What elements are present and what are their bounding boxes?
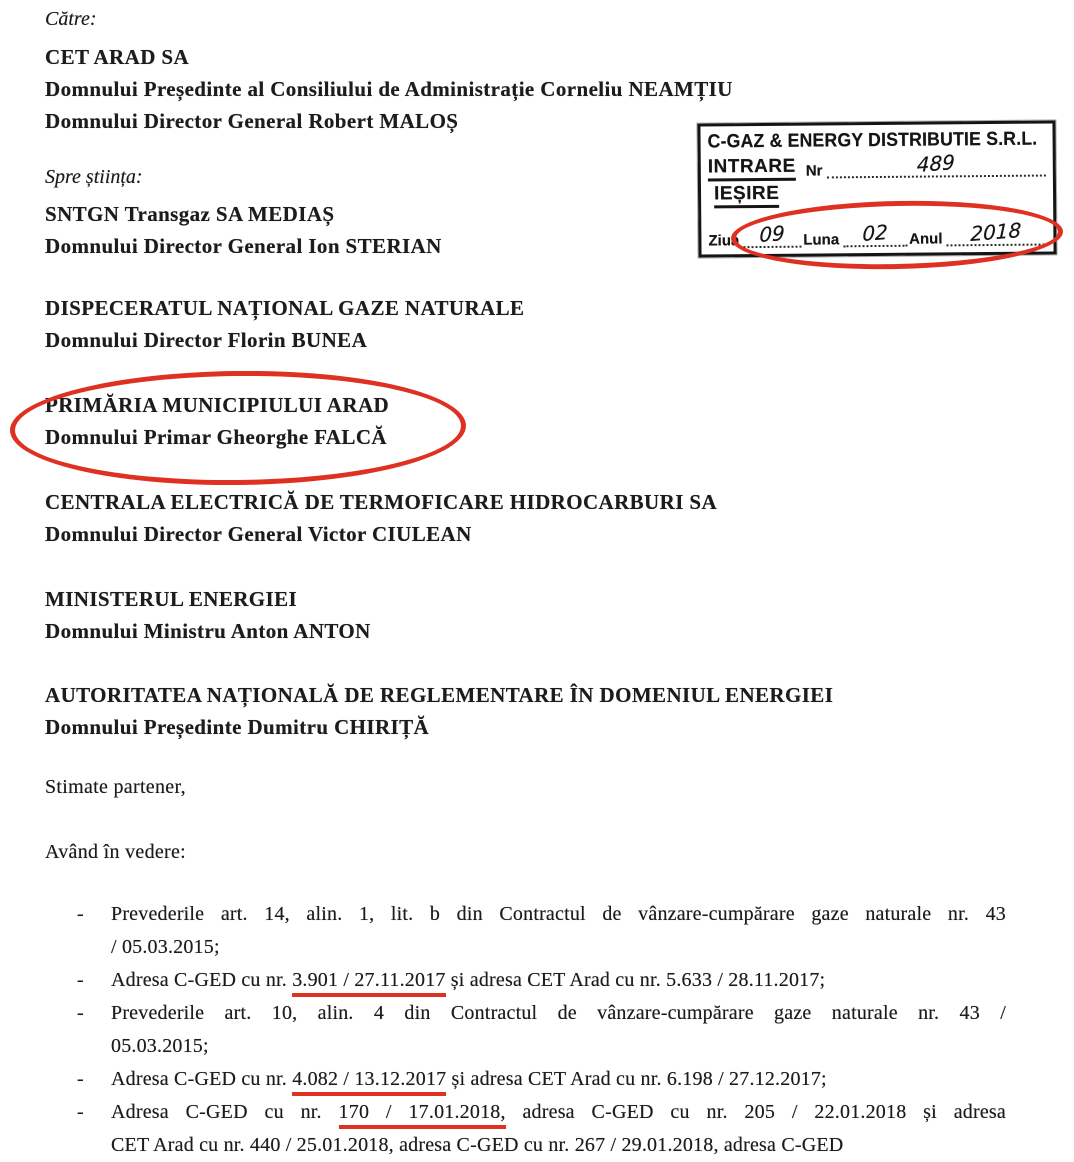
org-name: CENTRALA ELECTRICĂ DE TERMOFICARE HIDROCARBURI SA	[45, 490, 718, 514]
stamp-nr-value: 489	[916, 149, 956, 178]
org-name: DISPECERATUL NAȚIONAL GAZE NATURALE	[45, 296, 525, 320]
recipient-block-anre	[45, 679, 833, 743]
stamp-nr-dotline	[826, 149, 1046, 179]
recipient-line: Domnului Director Florin BUNEA	[45, 328, 368, 352]
recipient-block-cet-arad	[45, 41, 733, 137]
bullet-text: 05.03.2015;	[111, 1035, 209, 1057]
bullet-line	[111, 1063, 1006, 1096]
cc-label: Spre știința:	[45, 166, 143, 188]
bullet-text: CET Arad cu nr. 440 / 25.01.2018, adresa C-GED cu nr. 267 / 29.01.2018, adresa C-GED	[111, 1134, 844, 1156]
bullet-line	[111, 997, 1006, 1030]
bullet-text: Adresa C-GED cu nr.	[111, 1101, 339, 1123]
bullet-line	[111, 931, 1006, 964]
considerations-list	[75, 898, 1006, 1162]
bullet-text: Prevederile art. 14, alin. 1, lit. b din Contractul de vânzare-cumpărare gaze naturale nr. 43	[111, 903, 1006, 925]
bullet-line	[111, 1129, 1006, 1162]
recipient-line: Domnului Director General Victor CIULEAN	[45, 522, 472, 546]
bullet-line	[111, 898, 1006, 931]
recipient-block-transgaz	[45, 198, 442, 262]
org-name: MINISTERUL ENERGIEI	[45, 587, 298, 611]
bullet-item	[75, 1063, 1006, 1096]
stamp-nr-label: Nr	[805, 162, 823, 180]
bullet-line	[111, 1030, 1006, 1063]
stamp-anul-label: Anul	[909, 230, 943, 248]
bullet-item	[75, 964, 1006, 997]
stamp-iesire-label: IEȘIRE	[714, 183, 780, 209]
considering-text: Având în vedere:	[45, 841, 187, 863]
stamp-intrare-label: INTRARE	[708, 156, 796, 182]
org-name: SNTGN Transgaz SA MEDIAȘ	[45, 202, 335, 226]
bullet-text: adresa C-GED cu nr. 205 / 22.01.2018 și adresa	[505, 1101, 1006, 1123]
stamp-ziua-label: Ziua	[708, 232, 740, 250]
bullet-dash: -	[77, 903, 84, 925]
bullet-text: și adresa CET Arad cu nr. 5.633 / 28.11.2017;	[445, 969, 826, 991]
bullet-line	[111, 1096, 1006, 1129]
red-underlined-reference: 3.901 / 27.11.2017	[292, 969, 445, 997]
bullet-text: Adresa C-GED cu nr.	[111, 969, 293, 991]
greeting-text: Stimate partener,	[45, 776, 186, 798]
to-label: Către:	[45, 8, 97, 30]
recipient-line: Domnului Președinte al Consiliului de Administrație Corneliu NEAMȚIU	[45, 77, 733, 101]
bullet-item	[75, 997, 1006, 1063]
bullet-item	[75, 898, 1006, 964]
bullet-dash: -	[77, 969, 84, 991]
recipient-line: Domnului Președinte Dumitru CHIRIȚĂ	[45, 715, 430, 739]
recipient-line: Domnului Director General Ion STERIAN	[45, 234, 442, 258]
bullet-text: Prevederile art. 10, alin. 4 din Contractul de vânzare-cumpărare gaze naturale nr. 43 /	[111, 1002, 1006, 1024]
stamp-ziua-value: 09	[759, 220, 786, 247]
bullet-text: / 05.03.2015;	[111, 936, 220, 958]
stamp-luna-value: 02	[862, 219, 889, 247]
recipient-block-minister	[45, 583, 371, 647]
red-underlined-reference: 170 / 17.01.2018,	[339, 1101, 506, 1129]
bullet-dash: -	[77, 1101, 84, 1123]
stamp-anul-value: 2018	[969, 217, 1022, 247]
recipient-line: Domnului Director General Robert MALOȘ	[45, 109, 459, 133]
stamp-luna-label: Luna	[803, 231, 840, 249]
red-circle-annotation-primaria	[9, 369, 466, 488]
org-name: CET ARAD SA	[45, 45, 190, 69]
bullet-line	[111, 964, 1006, 997]
bullet-text: și adresa CET Arad cu nr. 6.198 / 27.12.2017;	[446, 1068, 827, 1090]
recipient-line: Domnului Primar Gheorghe FALCĂ	[45, 425, 387, 449]
bullet-text: Adresa C-GED cu nr.	[111, 1068, 293, 1090]
org-name: PRIMĂRIA MUNICIPIULUI ARAD	[45, 393, 390, 417]
bullet-item	[75, 1096, 1006, 1162]
stamp-company-name: C-GAZ & ENERGY DISTRIBUTIE S.R.L.	[707, 128, 1038, 153]
bullet-dash: -	[77, 1002, 84, 1024]
bullet-dash: -	[77, 1068, 84, 1090]
recipient-block-dispecerat	[45, 292, 524, 356]
org-name: AUTORITATEA NAȚIONALĂ DE REGLEMENTARE ÎN DOMENIUL ENERGIEI	[45, 683, 834, 707]
red-underlined-reference: 4.082 / 13.12.2017	[292, 1068, 446, 1096]
recipient-line: Domnului Ministru Anton ANTON	[45, 619, 371, 643]
recipient-block-centrala	[45, 486, 717, 550]
